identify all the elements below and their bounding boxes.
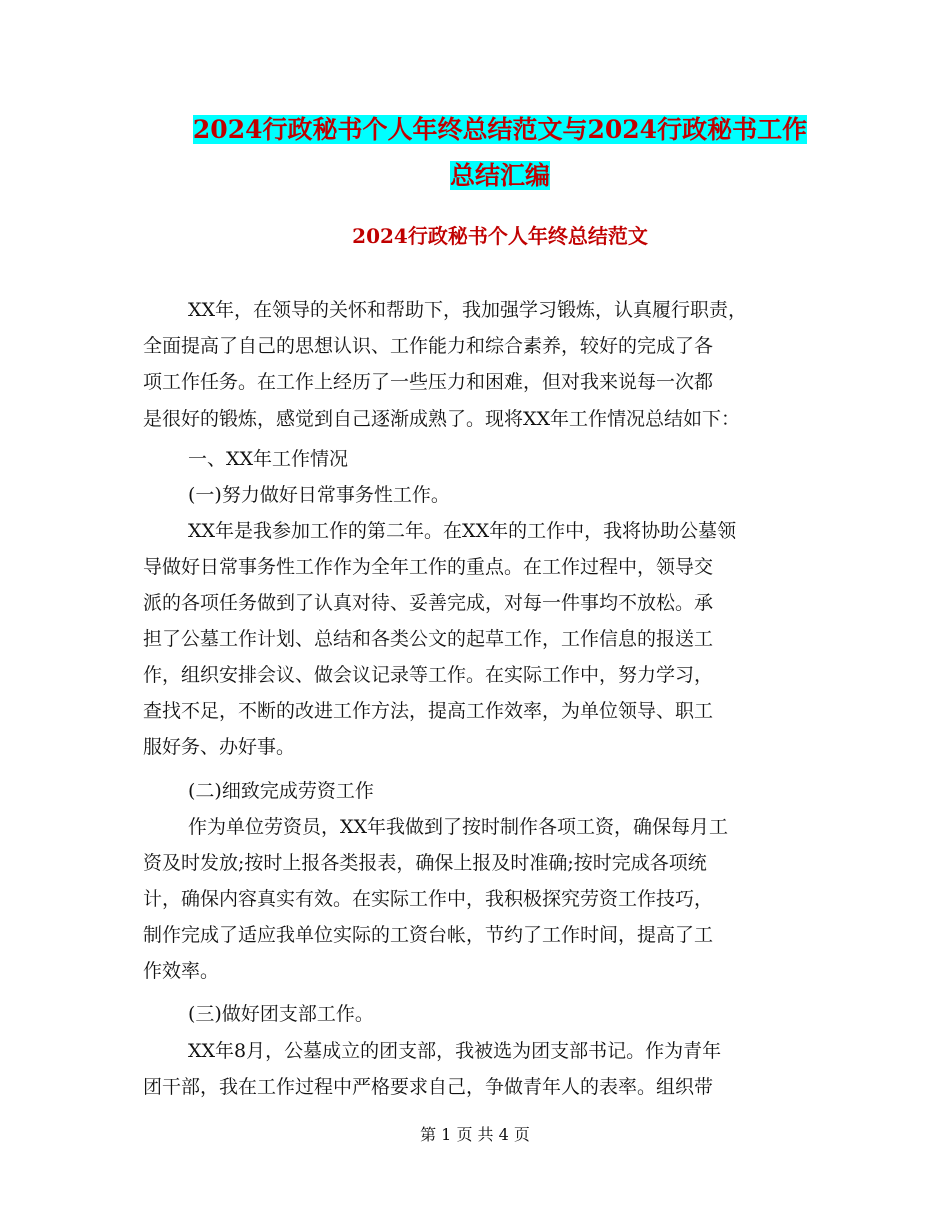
paragraph-line: 导做好日常事务性工作作为全年工作的重点。在工作过程中，领导交 <box>143 556 714 578</box>
paragraph-line: 作效率。 <box>143 960 220 982</box>
paragraph-line: 担了公墓工作计划、总结和各类公文的起草工作，工作信息的报送工 <box>143 628 714 650</box>
title-highlight-2: 总结汇编 <box>449 161 550 190</box>
paragraph-line: XX年，在领导的关怀和帮助下，我加强学习锻炼，认真履行职责， <box>188 299 748 321</box>
paragraph-line: XX年8月，公墓成立的团支部，我被选为团支部书记。作为青年 <box>188 1040 722 1062</box>
paragraph-line: 派的各项任务做到了认真对待、妥善完成，对每一件事均不放松。承 <box>143 592 714 614</box>
section-heading: 2024行政秘书个人年终总结范文 <box>352 224 648 248</box>
paragraph-line: 计，确保内容真实有效。在实际工作中，我积极探究劳资工作技巧， <box>143 888 714 910</box>
page-footer: 第 1 页 共 4 页 <box>420 1125 530 1144</box>
section-heading-line: 一、XX年工作情况 <box>188 448 349 470</box>
paragraph-line: 服好务、办好事。 <box>143 736 296 758</box>
subsection-heading-line: (二)细致完成劳资工作 <box>188 780 374 802</box>
paragraph-line: 作，组织安排会议、做会议记录等工作。在实际工作中，努力学习， <box>143 664 714 686</box>
paragraph-line: 资及时发放;按时上报各类报表，确保上报及时准确;按时完成各项统 <box>143 852 707 874</box>
paragraph-line: 查找不足，不断的改进工作方法，提高工作效率，为单位领导、职工 <box>143 700 714 722</box>
paragraph-line: 作为单位劳资员，XX年我做到了按时制作各项工资，确保每月工 <box>188 816 729 838</box>
subsection-heading-line: (一)努力做好日常事务性工作。 <box>188 484 450 506</box>
paragraph-line: 团干部，我在工作过程中严格要求自己，争做青年人的表率。组织带 <box>143 1076 714 1098</box>
paragraph-line: XX年是我参加工作的第二年。在XX年的工作中，我将协助公墓领 <box>188 520 737 542</box>
subsection-heading-line: (三)做好团支部工作。 <box>188 1003 374 1025</box>
paragraph-line: 制作完成了适应我单位实际的工资台帐，节约了工作时间，提高了工 <box>143 924 714 946</box>
paragraph-line: 全面提高了自己的思想认识、工作能力和综合素养，较好的完成了各 <box>143 335 714 357</box>
paragraph-line: 是很好的锻炼，感觉到自己逐渐成熟了。现将XX年工作情况总结如下： <box>143 408 741 430</box>
document-title-line-2 <box>140 158 860 194</box>
title-highlight-1: 2024行政秘书个人年终总结范文与2024行政秘书工作 <box>192 115 808 144</box>
document-title-line-1 <box>140 112 860 148</box>
paragraph-line: 项工作任务。在工作上经历了一些压力和困难，但对我来说每一次都 <box>143 371 714 393</box>
